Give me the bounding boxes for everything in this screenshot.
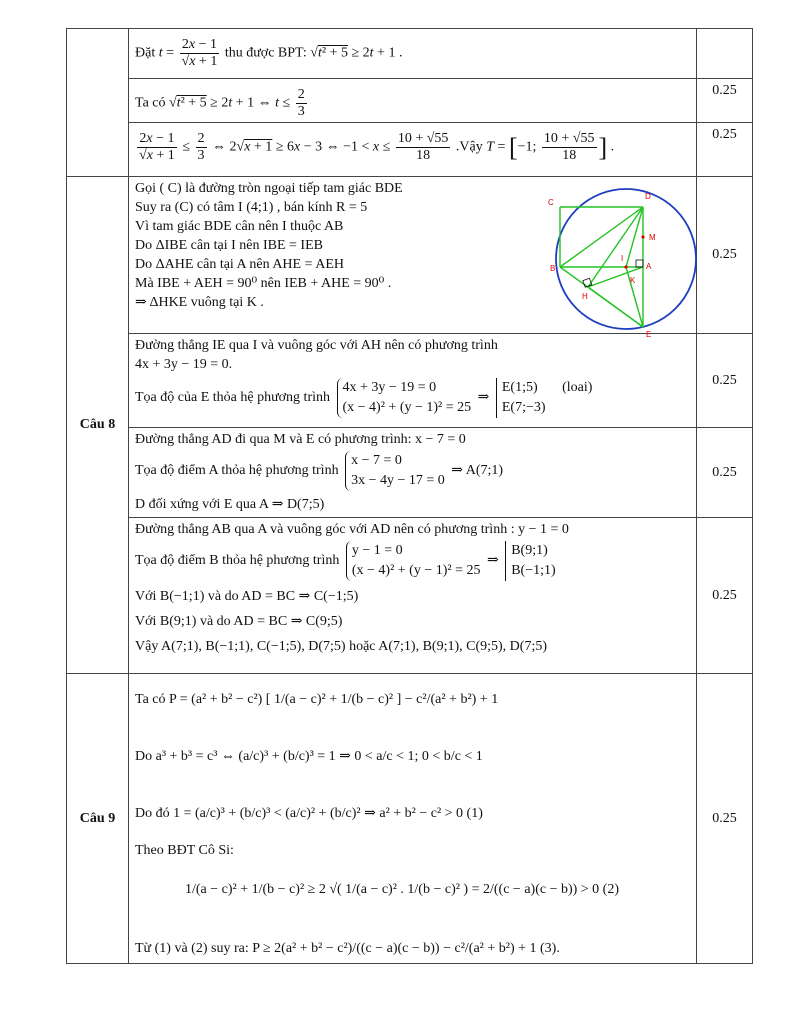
- table-row: [67, 79, 753, 123]
- cau8-p2-line2: 4x + 3y − 19 = 0.: [135, 357, 233, 372]
- cau9-line4: Theo BĐT Cô Si:: [135, 843, 234, 858]
- fig-label-m: M: [649, 233, 656, 242]
- table-row: [67, 428, 753, 518]
- cau8-p4-line1: Đường thẳng AB qua A và vuông góc với AD nên có phương trình : y − 1 = 0: [135, 522, 569, 537]
- sys-eq: (x − 4)² + (y − 1)² = 25: [351, 563, 481, 578]
- cau-8-label: Câu 8: [67, 177, 129, 674]
- cau9-line1: Ta có P = (a² + b² − c²) [ 1/(a − c)² + 1/(b − c)² ] − c²/(a² + b²) + 1: [135, 692, 499, 707]
- note-loai: (loai): [562, 380, 593, 395]
- score-top-1: [697, 29, 753, 79]
- score-cau8-4: 0.25: [697, 518, 753, 674]
- cau-9-label: Câu 9: [67, 674, 129, 964]
- cau9-line2: Do a³ + b³ = c³ ⇔ (a/c)³ + (b/c)³ = 1 ⇒ 0 < a/c < 1; 0 < b/c < 1: [135, 749, 483, 764]
- result-b1: B(9;1): [511, 543, 548, 558]
- cau9-content: [129, 674, 697, 964]
- fig-label-h: H: [582, 292, 588, 301]
- cau8-p1-line: Suy ra (C) có tâm I (4;1) , bán kính R = 5: [135, 200, 368, 215]
- result-e1: E(1;5): [501, 380, 538, 395]
- cau8-p2-line1: Đường thẳng IE qua I và vuông góc với AH nên có phương trình: [135, 338, 498, 353]
- sys-eq: 3x − 4y − 17 = 0: [351, 473, 445, 488]
- score-cau8-3: 0.25: [697, 428, 753, 518]
- fig-label-i: I: [621, 254, 624, 263]
- cau8-part2: [129, 334, 697, 428]
- fig-label-d: D: [645, 192, 651, 201]
- cau8-part1: [129, 177, 697, 339]
- cau8-p3-prefix: Tọa độ điểm A thỏa hệ phương trình: [135, 463, 339, 479]
- fig-label-a: A: [646, 262, 652, 271]
- result-system: [496, 378, 593, 418]
- equation-system: [337, 378, 472, 418]
- cau8-p1-line: Do ΔIBE cân tại I nên IBE = IEB: [135, 238, 323, 253]
- cau8-part3: [129, 428, 697, 518]
- cau8-p1-line: ⇒ ΔHKE vuông tại K .: [135, 295, 264, 310]
- fig-label-c: C: [548, 198, 554, 207]
- score-top-3: 0.25: [697, 123, 753, 177]
- result-e2: E(7;−3): [501, 400, 546, 415]
- fig-label-b: B: [550, 264, 556, 273]
- fig-label-k: K: [630, 276, 636, 285]
- score-cau8-1: 0.25: [697, 177, 753, 334]
- score-cau8-2: 0.25: [697, 334, 753, 428]
- score-cau9: 0.25: [697, 674, 753, 964]
- cau8-p2-prefix: Tọa độ của E thỏa hệ phương trình: [135, 390, 330, 406]
- implies-symbol: ⇒: [486, 553, 499, 569]
- table-row: [67, 674, 753, 964]
- result-a: ⇒ A(7;1): [451, 463, 504, 479]
- cau8-p4-line5: Vậy A(7;1), B(−1;1), C(−1;5), D(7;5) hoặc A(7;1), B(9;1), C(9;5), D(7;5): [135, 639, 548, 654]
- sys-eq: x − 7 = 0: [351, 453, 402, 468]
- result-b2: B(−1;1): [511, 563, 556, 578]
- cau8-p1-line: Mà IBE + AEH = 90⁰ nên IEB + AHE = 90⁰ .: [135, 276, 392, 291]
- table-row: [67, 177, 753, 334]
- fig-label-e: E: [646, 330, 652, 339]
- solution-sheet: [66, 28, 752, 966]
- cau8-p4-line4: Với B(9;1) và do AD = BC ⇒ C(9;5): [135, 614, 343, 629]
- cau8-part4: [129, 518, 697, 674]
- equation-system: [346, 541, 481, 581]
- cau8-p1-line: Vì tam giác BDE cân nên I thuộc AB: [135, 219, 344, 234]
- cau9-line5: 1/(a − c)² + 1/(b − c)² ≥ 2 √( 1/(a − c)² . 1/(b − c)² ) = 2/((c − a)(c − b)) > 0 (2): [185, 882, 620, 897]
- cau8-p4-prefix: Tọa độ điểm B thỏa hệ phương trình: [135, 553, 340, 569]
- sys-eq: 4x + 3y − 19 = 0: [342, 380, 437, 395]
- geometry-figure: [546, 181, 686, 339]
- cau8-p1-line: Do ΔAHE cân tại A nên AHE = AEH: [135, 257, 344, 272]
- table-row: [67, 29, 753, 79]
- top-row-1: Đặt t = $\frac{2x - 1}{√x + 1}$ thu được BPT: √t² + 5 ≥ 2t + 1 .: [129, 29, 697, 79]
- top-row-3: $\frac{2x - 1}{√x + 1}$ ≤ $\frac{2}{3}$ ⇔ 2√x + 1 ≥ 6x − 3 ⇔ −1 < x ≤ $\frac{10 + √55}{18}$ .Vậy T = [−1; $\frac{10 + √55}{18}$ ] .: [129, 123, 697, 177]
- equation-system: [345, 451, 445, 491]
- sys-eq: y − 1 = 0: [351, 543, 403, 558]
- cau8-p3-line1: Đường thẳng AD đi qua M và E có phương trình: x − 7 = 0: [135, 432, 466, 447]
- cau8-p3-line3: D đối xứng với E qua A ⇒ D(7;5): [135, 497, 325, 512]
- top-row-2: Ta có √t² + 5 ≥ 2t + 1 ⇔ t ≤ $\frac{2}{3}$: [129, 79, 697, 123]
- score-top-2: 0.25: [697, 79, 753, 123]
- sys-eq: (x − 4)² + (y − 1)² = 25: [342, 400, 472, 415]
- result-system: [505, 541, 555, 581]
- table-row: [67, 123, 753, 177]
- cau9-line3: Do đó 1 = (a/c)³ + (b/c)³ < (a/c)² + (b/c)² ⇒ a² + b² − c² > 0 (1): [135, 806, 483, 821]
- cau9-line6: Từ (1) và (2) suy ra: P ≥ 2(a² + b² − c²)/((c − a)(c − b)) − c²/(a² + b²) + 1 (3).: [135, 941, 560, 956]
- cau8-p4-line3: Với B(−1;1) và do AD = BC ⇒ C(−1;5): [135, 589, 359, 604]
- solution-table: [66, 28, 753, 964]
- implies-symbol: ⇒: [477, 390, 490, 406]
- cau-empty-cell: [67, 29, 129, 177]
- table-row: [67, 518, 753, 674]
- table-row: [67, 334, 753, 428]
- cau8-p1-line: Gọi ( C) là đường tròn ngoại tiếp tam giác BDE: [135, 181, 403, 196]
